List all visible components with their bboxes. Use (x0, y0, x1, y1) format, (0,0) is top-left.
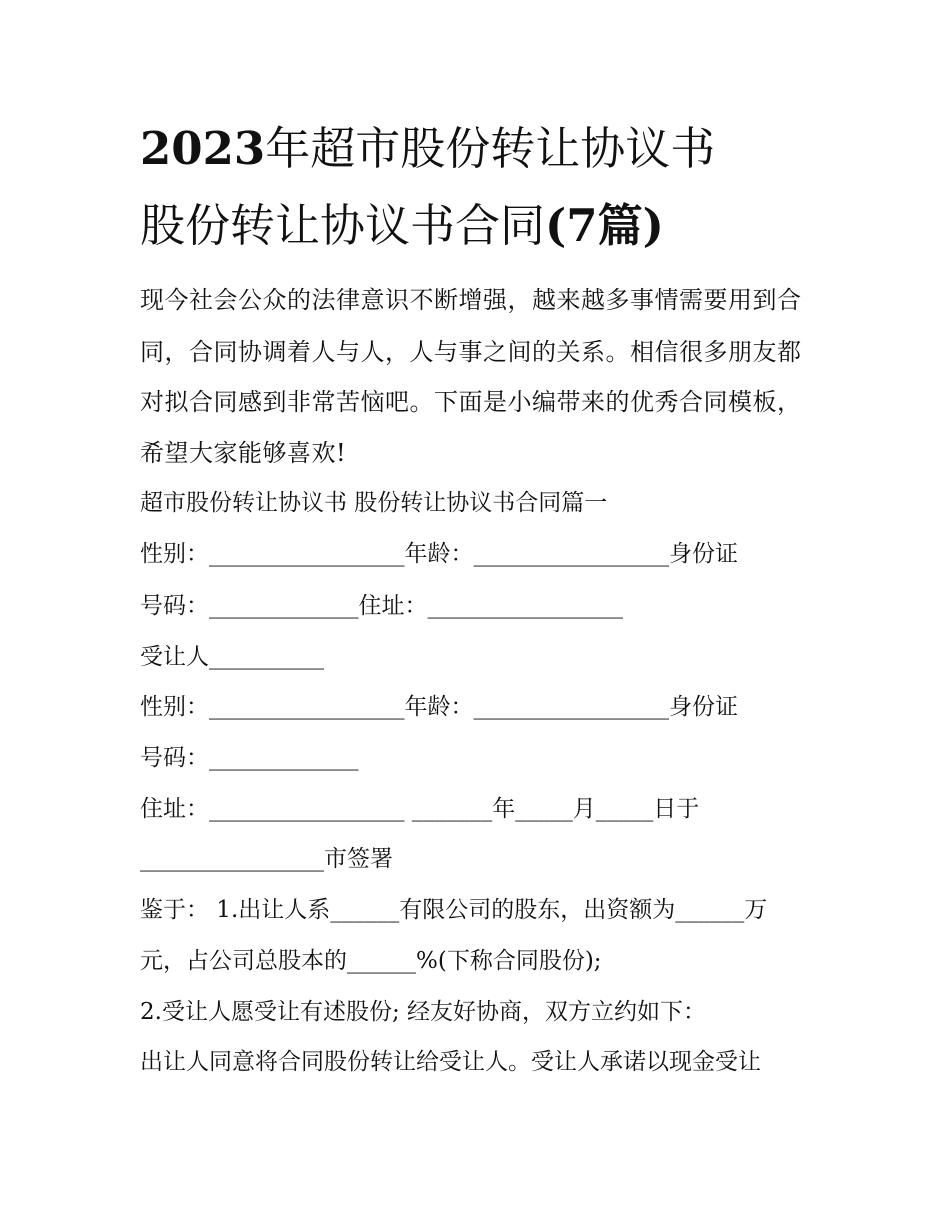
section-heading: 超市股份转让协议书 股份转让协议书合同篇一 (140, 490, 608, 516)
form-line-7: ________________市签署 (140, 846, 393, 872)
form-line-5: 号码：_____________ (140, 745, 359, 771)
document-title-line-2 (140, 198, 664, 254)
body-line-2: 元，占公司总股本的______%(下称合同股份); (140, 948, 602, 974)
intro-line-2: 同，合同协调着人与人，人与事之间的关系。相信很多朋友都 (140, 338, 802, 366)
title-line-1-text: 年超市股份转让协议书 (265, 122, 716, 175)
form-line-1: 性别：_________________年龄：_________________身份证 (140, 541, 738, 567)
body-line-4: 出让人同意将合同股份转让给受让人。受让人承诺以现金受让 (140, 1049, 761, 1075)
form-line-6: 住址：_________________ _______年_____月_____日于 (140, 796, 700, 822)
form-line-2: 号码：_____________住址：_________________ (140, 593, 623, 619)
form-line-4: 性别：_________________年龄：_________________身份证 (140, 694, 738, 720)
form-line-3: 受让人__________ (140, 644, 324, 670)
intro-line-4: 希望大家能够喜欢! (140, 439, 347, 467)
body-line-1: 鉴于： 1.出让人系______有限公司的股东，出资额为______万 (140, 897, 768, 923)
body-line-3: 2.受让人愿受让有述股份; 经友好协商，双方立约如下： (140, 999, 707, 1025)
title-line-2-text: 股份转让协议书合同 (140, 199, 546, 252)
document-title-line-1 (140, 121, 715, 177)
title-year: 2023 (140, 122, 266, 175)
title-count: (7篇) (545, 199, 664, 252)
intro-line-3: 对拟合同感到非常苦恼吧。下面是小编带来的优秀合同模板， (140, 388, 802, 416)
intro-line-1: 现今社会公众的法律意识不断增强，越来越多事情需要用到合 (140, 286, 802, 314)
